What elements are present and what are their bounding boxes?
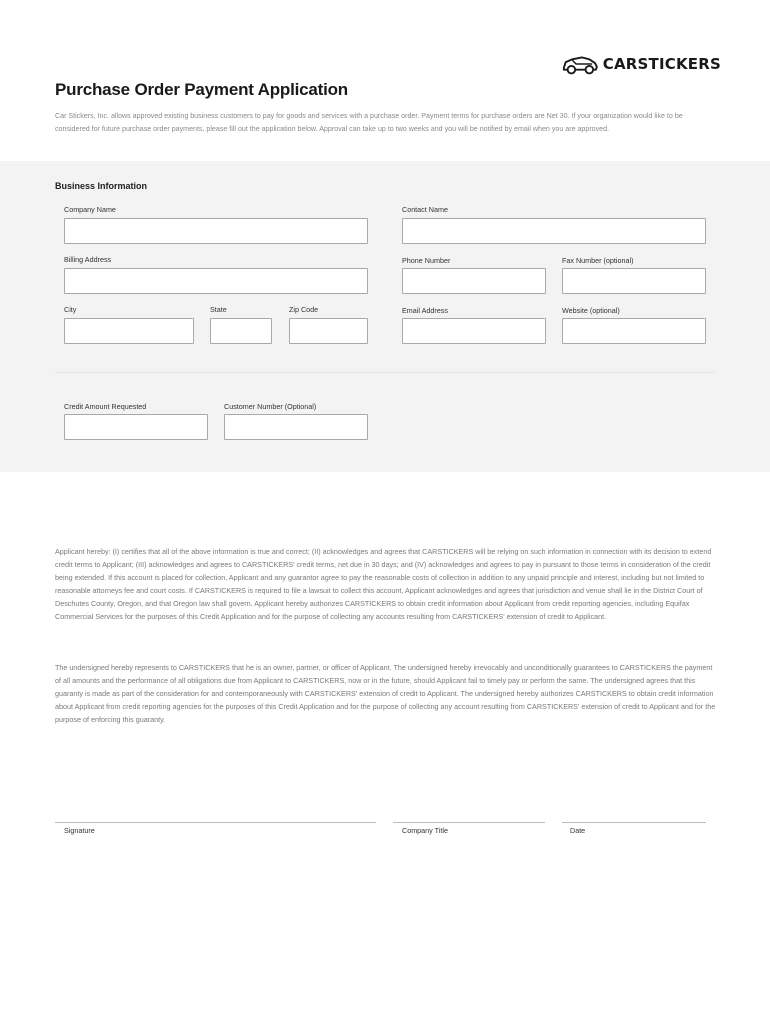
credit-amount-label: Credit Amount Requested (64, 402, 147, 411)
contact-name-input[interactable] (402, 218, 706, 244)
car-icon (561, 51, 599, 77)
brand-logo (561, 50, 721, 78)
contact-name-label: Contact Name (402, 205, 448, 214)
credit-amount-input[interactable] (64, 414, 208, 440)
email-address-input[interactable] (402, 318, 546, 344)
state-input[interactable] (210, 318, 272, 344)
company-name-input[interactable] (64, 218, 368, 244)
phone-number-label: Phone Number (402, 256, 451, 265)
date-line[interactable] (562, 822, 706, 823)
fax-number-input[interactable] (562, 268, 706, 294)
page-title: Purchase Order Payment Application (55, 80, 348, 99)
signature-line[interactable] (55, 822, 376, 823)
city-input[interactable] (64, 318, 194, 344)
website-label: Website (optional) (562, 306, 620, 315)
brand-name: CARSTICKERS (602, 55, 721, 73)
company-title-label: Company Title (402, 826, 448, 835)
city-label: City (64, 305, 77, 314)
section-divider (55, 372, 715, 373)
email-address-label: Email Address (402, 306, 448, 315)
legal-paragraph-2: The undersigned hereby represents to CARSTICKERS that he is an owner, partner, or officer of Applicant. The undersigned hereby irrevocably and unconditionally guarantees to CARSTICKERS the payment of all amounts and the performance of all obligations due from Applicant to CARSTICKERS, now or in the future, should Applicant fail to timely pay or perform the same. The undersigned agrees that this guaranty is made as part of the consideration for and contemporaneously with CARSTICKERS' extension of credit to Applicant. The undersigned hereby authorizes CARSTICKERS to obtain credit information about Applicant from credit reporting agencies for the purposes of this Credit Application and for the purpose of collecting any account resulting from CARSTICKERS' extension of credit to Applicant and for the purpose of enforcing this guaranty. (55, 663, 716, 724)
legal-paragraph-1: Applicant hereby: (I) certifies that all of the above information is true and correct; (II) acknowledges and agrees that CARSTICKERS will be relying on such information in connection with its decision to extend credit terms to Applicant; (III) acknowledges and agrees to CARSTICKERS' credit terms, net due in 30 days; and (IV) acknowledges and agrees to pay in pursuant to those terms in consideration of the credit being extended. If this account is placed for collection, Applicant and any guarantor agree to pay the reasonable costs of collection in addition to any unpaid principle and interest, including but not limited to reasonable attorneys fee and court costs. If CARSTICKERS is required to file a lawsuit to collect this account, Applicant acknowledges and agrees that jurisdiction and venue shall lie in the District Court of Deschutes County, Oregon, and that Oregon law shall govern. Applicant hereby authorizes CARSTICKERS to obtain credit information about Applicant from credit reporting agencies, including Equifax Commercial Services for the purposes of this Credit Application and for the purpose of collecting any accounts resulting from CARSTICKERS' extension of credit to Applicant. (55, 547, 712, 621)
company-title-line[interactable] (393, 822, 545, 823)
customer-number-input[interactable] (224, 414, 368, 440)
signature-label: Signature (64, 826, 95, 835)
customer-number-label: Customer Number (Optional) (224, 402, 317, 411)
phone-number-input[interactable] (402, 268, 546, 294)
billing-address-input[interactable] (64, 268, 368, 294)
zip-code-input[interactable] (289, 318, 368, 344)
zip-code-label: Zip Code (289, 305, 319, 314)
section-title-business: Business Information (55, 181, 148, 191)
billing-address-label: Billing Address (64, 255, 112, 264)
website-input[interactable] (562, 318, 706, 344)
date-label: Date (570, 826, 586, 835)
intro-text: Car Stickers, Inc. allows approved existing business customers to pay for goods and services with a purchase order. Payment terms for purchase orders are Net 30. If your organization would like to be considered for future purchase order payments, please fill out the application below. Approval can take up to two weeks and you will be notified by email when you are approved. (55, 112, 683, 133)
company-name-label: Company Name (64, 205, 116, 214)
state-label: State (210, 305, 227, 314)
fax-number-label: Fax Number (optional) (562, 256, 634, 265)
